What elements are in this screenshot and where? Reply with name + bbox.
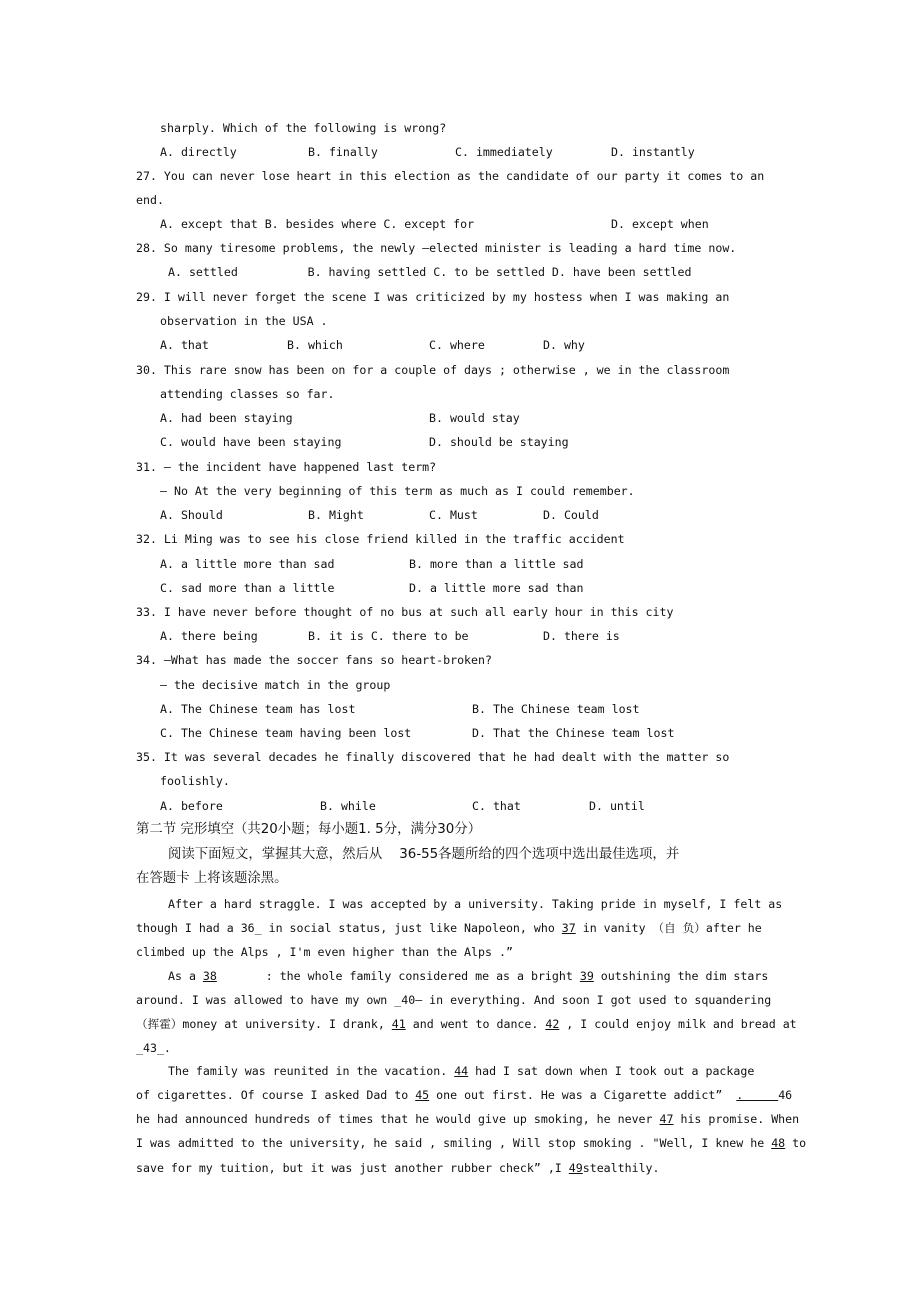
passage-p1-line3: climbed up the Alps , I'm even higher than the Alps .” xyxy=(136,945,513,959)
q27-option-d: D. except when xyxy=(611,217,709,231)
q31-option-c: C. Must xyxy=(429,508,478,522)
q31-option-a: A. Should xyxy=(160,508,223,522)
q28-options: A. settled B. having settled C. to be settled D. have been settled xyxy=(168,265,692,279)
q26-continuation: sharply. Which of the following is wrong? xyxy=(160,121,447,135)
q35-option-b: B. while xyxy=(320,799,376,813)
blank-49: 49 xyxy=(568,1161,583,1175)
q30-continuation: attending classes so far. xyxy=(160,387,335,401)
q26-option-d: D. instantly xyxy=(611,145,695,159)
q33-options-bc: B. it is C. there to be xyxy=(308,629,469,643)
passage-p2-line1: As a 38 : the whole family considered me as a bright 39 outshining the dim stars xyxy=(168,969,769,983)
q29-continuation: observation in the USA . xyxy=(160,314,328,328)
blank-37: 37 xyxy=(561,921,576,935)
passage-p2-line3: （挥霍）money at university. I drank, 41 and went to dance. 42 , I could enjoy milk and bread at xyxy=(136,1017,797,1031)
q35-stem: 35. It was several decades he finally discovered that he had dealt with the matter so xyxy=(136,750,730,764)
q31-option-d: D. Could xyxy=(543,508,599,522)
q30-option-a: A. had been staying xyxy=(160,411,293,425)
passage-p3-line3: he had announced hundreds of times that he would give up smoking, he never 47 his promise. When xyxy=(136,1112,800,1126)
q26-option-a: A. directly xyxy=(160,145,237,159)
passage-p1-line1: After a hard straggle. I was accepted by a university. Taking pride in myself, I felt as xyxy=(168,897,783,911)
q32-option-c: C. sad more than a little xyxy=(160,581,335,595)
passage-p1-line2: though I had a 36_ in social status, just like Napoleon, who 37 in vanity （自 负）after he xyxy=(136,921,762,935)
section-instruction-line2: 在答题卡 上将该题涂黑。 xyxy=(136,871,288,886)
passage-p2-line4: _43_. xyxy=(136,1041,171,1055)
q27-stem: 27. You can never lose heart in this election as the candidate of our party it comes to an xyxy=(136,169,765,183)
blank-45: 45 xyxy=(415,1088,430,1102)
q31-reply: — No At the very beginning of this term as much as I could remember. xyxy=(160,484,635,498)
q33-stem: 33. I have never before thought of no bus at such all early hour in this city xyxy=(136,605,674,619)
q35-option-c: C. that xyxy=(472,799,521,813)
q32-option-d: D. a little more sad than xyxy=(409,581,584,595)
passage-p3-line1: The family was reunited in the vacation. 44 had I sat down when I took out a package xyxy=(168,1064,755,1078)
passage-p2-line2: around. I was allowed to have my own _40— in everything. And soon I got used to squandering xyxy=(136,993,772,1007)
q30-option-c: C. would have been staying xyxy=(160,435,342,449)
q29-option-a: A. that xyxy=(160,338,209,352)
q33-option-a: A. there being xyxy=(160,629,258,643)
q29-option-b: B. which xyxy=(287,338,343,352)
q26-option-c: C. immediately xyxy=(455,145,553,159)
blank-46: 46 xyxy=(778,1088,793,1102)
q35-option-a: A. before xyxy=(160,799,223,813)
section-heading: 第二节 完形填空（共20小题；每小题1. 5分，满分30分） xyxy=(136,822,482,837)
q29-option-c: C. where xyxy=(429,338,485,352)
q32-option-b: B. more than a little sad xyxy=(409,557,584,571)
q30-stem: 30. This rare snow has been on for a couple of days ; otherwise , we in the classroom xyxy=(136,363,730,377)
passage-p3-line5: save for my tuition, but it was just another rubber check” ,I 49stealthily. xyxy=(136,1161,660,1175)
q32-option-a: A. a little more than sad xyxy=(160,557,335,571)
blank-46-line: . xyxy=(736,1088,779,1102)
passage-p3-line4: I was admitted to the university, he said , smiling , Will stop smoking . "Well, I knew he 48 to xyxy=(136,1136,807,1150)
blank-47: 47 xyxy=(659,1112,674,1126)
q35-option-d: D. until xyxy=(589,799,645,813)
section-instruction-line1: 阅读下面短文，掌握其大意，然后从 36-55各题所给的四个选项中选出最佳选项，并 xyxy=(168,847,680,862)
q34-stem: 34. —What has made the soccer fans so heart-broken? xyxy=(136,653,492,667)
blank-42: 42 xyxy=(545,1017,560,1031)
q27-options-abc: A. except that B. besides where C. except for xyxy=(160,217,475,231)
blank-38: 38 xyxy=(202,969,217,983)
blank-41: 41 xyxy=(391,1017,406,1031)
q34-option-d: D. That the Chinese team lost xyxy=(472,726,675,740)
q31-option-b: B. Might xyxy=(308,508,364,522)
q32-stem: 32. Li Ming was to see his close friend killed in the traffic accident xyxy=(136,532,625,546)
q26-option-b: B. finally xyxy=(308,145,378,159)
blank-39: 39 xyxy=(579,969,594,983)
q28-stem: 28. So many tiresome problems, the newly —elected minister is leading a hard time now. xyxy=(136,241,737,255)
passage-p3-line2: of cigarettes. Of course I asked Dad to 45 one out first. He was a Cigarette addict” . 46 xyxy=(136,1088,793,1102)
q33-option-d: D. there is xyxy=(543,629,620,643)
q30-option-b: B. would stay xyxy=(429,411,520,425)
q34-option-b: B. The Chinese team lost xyxy=(472,702,640,716)
q27-continuation: end. xyxy=(136,193,164,207)
q35-continuation: foolishly. xyxy=(160,774,230,788)
q29-stem: 29. I will never forget the scene I was criticized by my hostess when I was making an xyxy=(136,290,730,304)
q34-option-a: A. The Chinese team has lost xyxy=(160,702,356,716)
q34-reply: — the decisive match in the group xyxy=(160,678,391,692)
q30-option-d: D. should be staying xyxy=(429,435,569,449)
blank-48: 48 xyxy=(771,1136,786,1150)
q31-stem: 31. — the incident have happened last term? xyxy=(136,460,437,474)
q29-option-d: D. why xyxy=(543,338,585,352)
blank-44: 44 xyxy=(454,1064,469,1078)
q34-option-c: C. The Chinese team having been lost xyxy=(160,726,412,740)
